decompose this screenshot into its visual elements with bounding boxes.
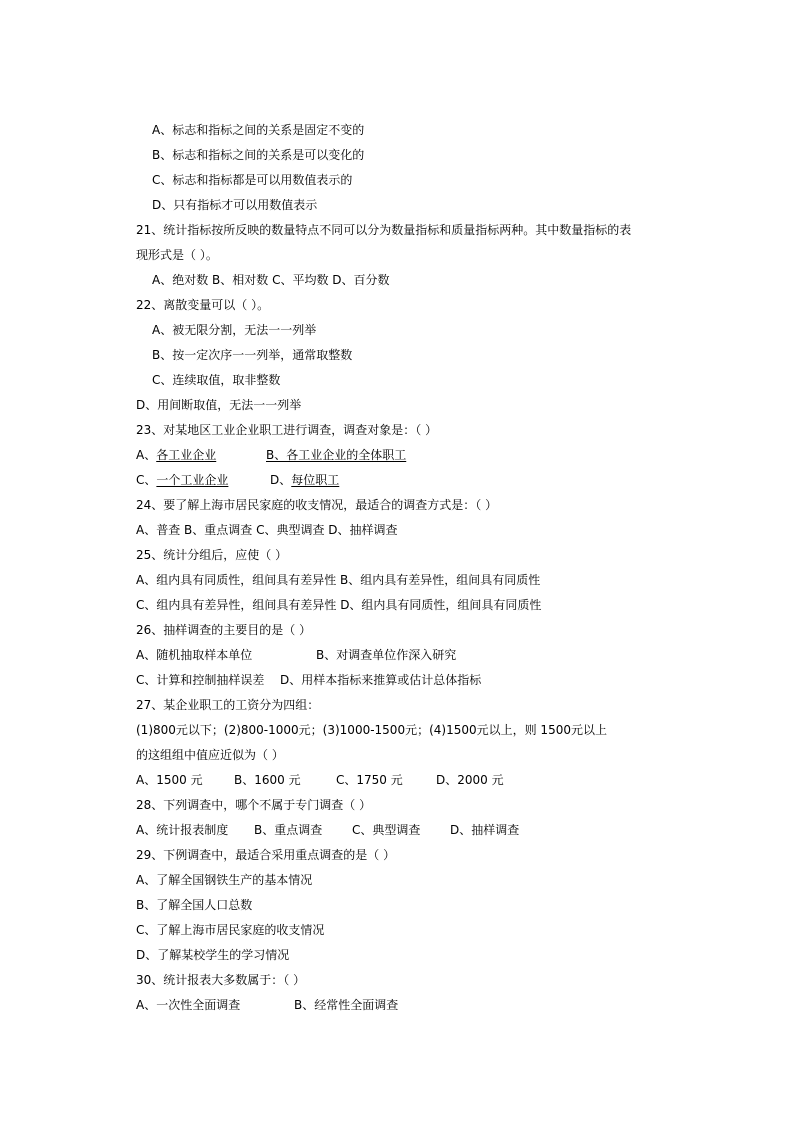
q27-option-d: D、2000 元: [436, 773, 504, 787]
q29-option-c: C、了解上海市居民家庭的收支情况: [136, 923, 325, 937]
q29-option-a: A、了解全国钢铁生产的基本情况: [136, 873, 313, 887]
q28-stem: 28、下列调查中，哪个不属于专门调查（ ）: [136, 798, 372, 812]
q24-stem: 24、要了解上海市居民家庭的收支情况，最适合的调查方式是：（ ）: [136, 498, 498, 512]
q20-option-a: A、标志和指标之间的关系是固定不变的: [152, 123, 365, 137]
q23-option-b: B、各工业企业的全体职工: [266, 448, 407, 462]
q26-option-b: B、对调查单位作深入研究: [316, 648, 457, 662]
q23-option-a: A、各工业企业: [136, 448, 217, 462]
q27-stem: 27、某企业职工的工资分为四组：: [136, 698, 320, 712]
q22-option-d: D、用间断取值，无法一一列举: [136, 398, 302, 412]
q25-options-ab: A、组内具有同质性，组间具有差异性 B、组内具有差异性，组间具有同质性: [136, 573, 541, 587]
q23-stem: 23、对某地区工业企业职工进行调查，调查对象是：（ ）: [136, 423, 438, 437]
q27-option-c: C、1750 元: [336, 773, 403, 787]
q30-option-b: B、经常性全面调查: [294, 998, 399, 1012]
q22-option-a: A、被无限分割，无法一一列举: [152, 323, 317, 337]
q29-option-b: B、了解全国人口总数: [136, 898, 253, 912]
q21-stem-line-1: 21、统计指标按所反映的数量特点不同可以分为数量指标和质量指标两种。其中数量指标的表: [136, 223, 632, 237]
q29-option-d: D、了解某校学生的学习情况: [136, 948, 290, 962]
q21-options: A、绝对数 B、相对数 C、平均数 D、百分数: [152, 273, 390, 287]
q28-option-d: D、抽样调查: [450, 823, 520, 837]
q23-option-d-text: 每位职工: [291, 473, 340, 487]
q26-option-c: C、计算和控制抽样误差: [136, 673, 265, 687]
q23-option-c: C、一个工业企业: [136, 473, 229, 487]
q27-option-a: A、1500 元: [136, 773, 203, 787]
q23-option-d: D、每位职工: [270, 473, 340, 487]
q20-option-d: D、只有指标才可以用数值表示: [152, 198, 318, 212]
q28-option-c: C、典型调查: [352, 823, 421, 837]
q22-stem: 22、离散变量可以（ ）。: [136, 298, 270, 312]
q21-stem-line-2: 现形式是（ ）。: [136, 248, 218, 262]
q27-option-b: B、1600 元: [234, 773, 301, 787]
q24-options: A、普查 B、重点调查 C、典型调查 D、抽样调查: [136, 523, 398, 537]
q20-option-b: B、标志和指标之间的关系是可以变化的: [152, 148, 365, 162]
q30-stem: 30、统计报表大多数属于：（ ）: [136, 973, 306, 987]
q26-option-d: D、用样本指标来推算或估计总体指标: [280, 673, 482, 687]
q20-option-c: C、标志和指标都是可以用数值表示的: [152, 173, 353, 187]
q23-option-c-text: 一个工业企业: [156, 473, 229, 487]
q26-stem: 26、抽样调查的主要目的是（ ）: [136, 623, 312, 637]
q22-option-b: B、按一定次序一一列举，通常取整数: [152, 348, 353, 362]
q29-stem: 29、下例调查中，最适合采用重点调查的是（ ）: [136, 848, 396, 862]
q28-option-a: A、统计报表制度: [136, 823, 229, 837]
q27-groups: (1)800元以下；(2)800-1000元；(3)1000-1500元；(4)1500元以上，则 1500元以上: [136, 723, 607, 737]
q22-option-c: C、连续取值，取非整数: [152, 373, 281, 387]
q25-stem: 25、统计分组后，应使（ ）: [136, 548, 288, 562]
q25-options-cd: C、组内具有差异性，组间具有差异性 D、组内具有同质性，组间具有同质性: [136, 598, 542, 612]
q30-option-a: A、一次性全面调查: [136, 998, 241, 1012]
q28-option-b: B、重点调查: [254, 823, 323, 837]
q26-option-a: A、随机抽取样本单位: [136, 648, 253, 662]
q27-stem-line-3: 的这组组中值应近似为（ ）: [136, 748, 284, 762]
q23-option-a-text: 各工业企业: [156, 448, 217, 462]
